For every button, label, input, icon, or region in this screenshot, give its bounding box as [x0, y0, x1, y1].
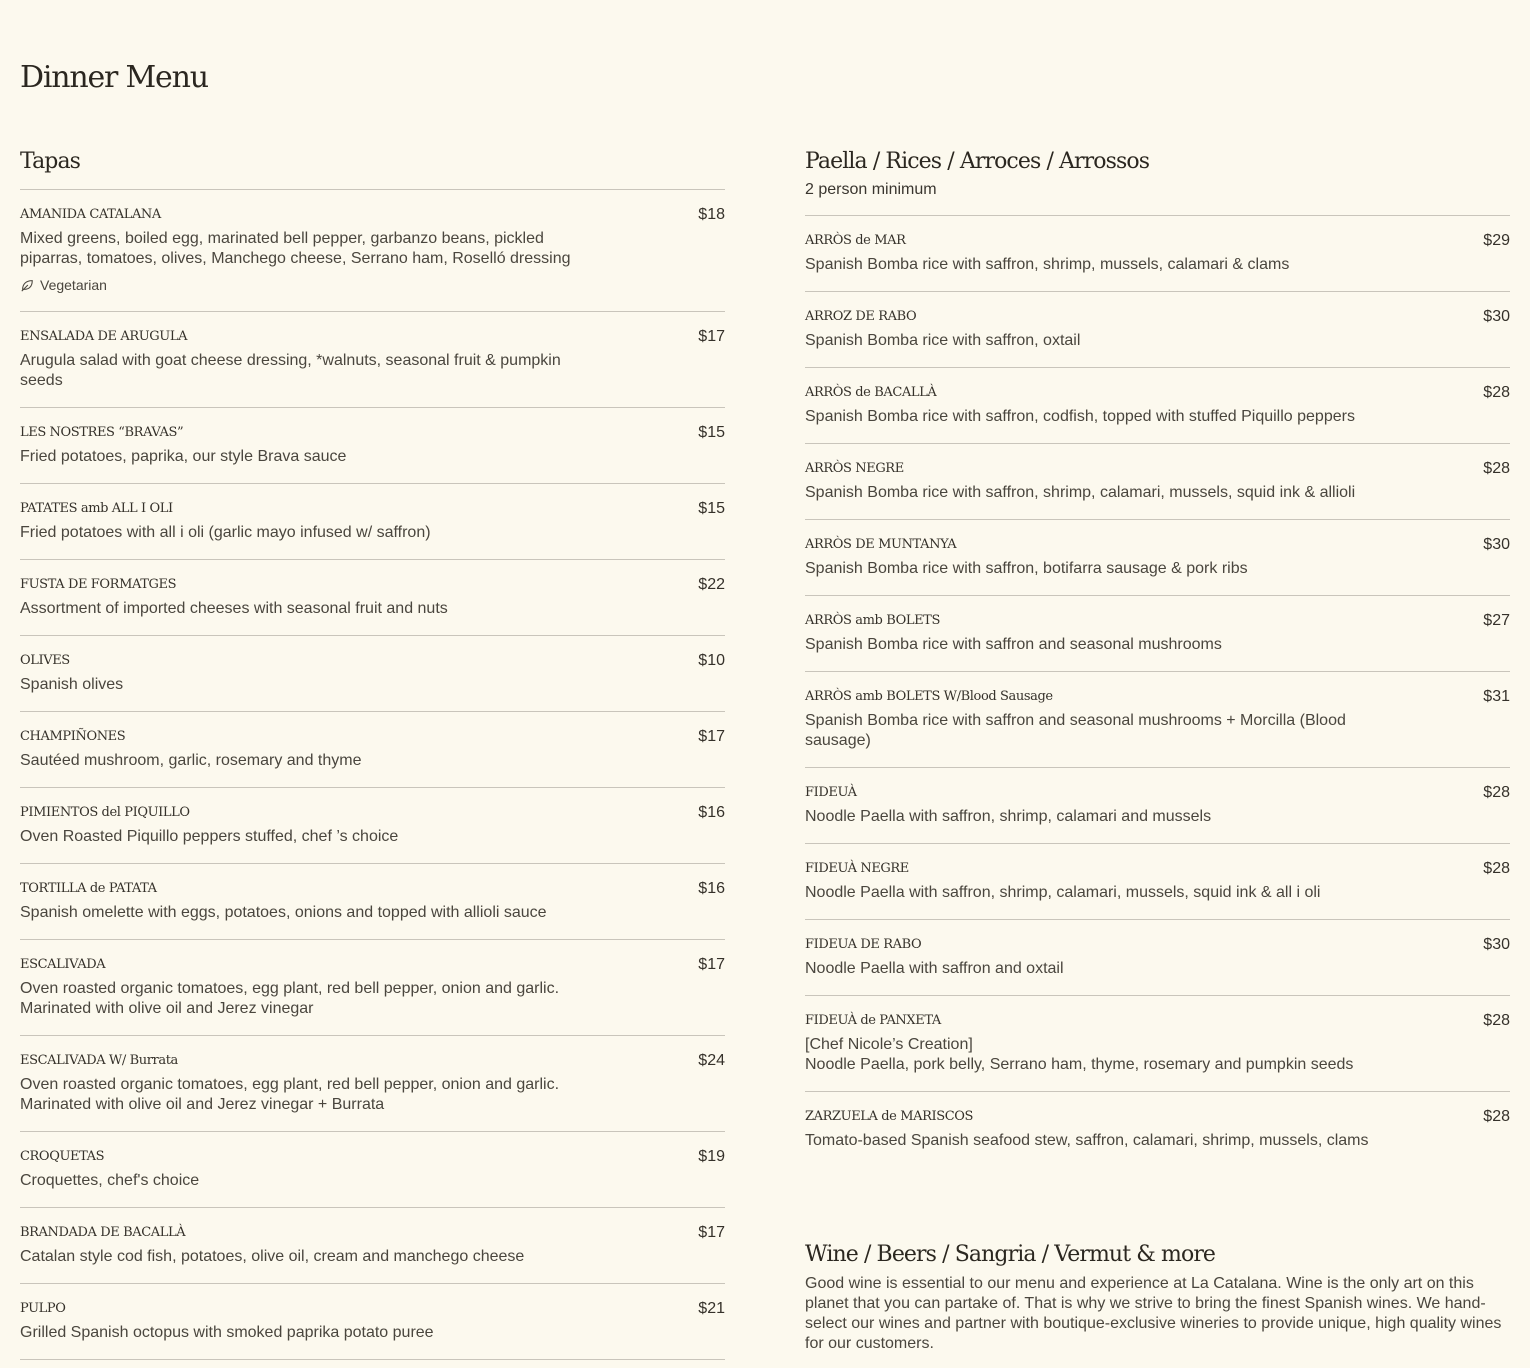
menu-item [20, 312, 725, 408]
item-name: ZARZUELA de MARISCOS [805, 1109, 974, 1124]
menu-item [805, 672, 1510, 768]
item-name: CHAMPIÑONES [20, 729, 126, 744]
item-name: BRANDADA DE BACALLÀ [20, 1225, 186, 1240]
item-description: Catalan style cod fish, potatoes, olive oil, cream and manchego cheese [20, 1248, 525, 1265]
item-name: FIDEUÀ de PANXETA [805, 1013, 941, 1028]
tapas-section [20, 145, 725, 1360]
item-description: Spanish Bomba rice with saffron, codfish, topped with stuffed Piquillo peppers [805, 408, 1355, 425]
item-description: Croquettes, chef's choice [20, 1172, 200, 1189]
item-price: $17 [698, 1224, 725, 1241]
item-name: ARRÒS amb BOLETS [805, 613, 940, 628]
item-description: Tomato-based Spanish seafood stew, saffron, calamari, shrimp, mussels, clams [805, 1132, 1369, 1149]
menu-item [805, 368, 1510, 444]
item-description: Spanish Bomba rice with saffron, botifarra sausage & pork ribs [805, 560, 1248, 577]
menu-item [20, 636, 725, 712]
item-name: ARRÒS de MAR [805, 233, 906, 248]
item-name: ARRÒS NEGRE [805, 461, 904, 476]
item-description: Spanish Bomba rice with saffron and seasonal mushrooms [805, 636, 1222, 653]
menu-item [805, 216, 1510, 292]
item-price: $17 [698, 956, 725, 973]
item-name: PULPO [20, 1301, 66, 1316]
item-name: ESCALIVADA W/ Burrata [20, 1053, 178, 1068]
menu-item [20, 1036, 725, 1132]
item-price: $17 [698, 328, 725, 345]
menu-item [20, 1284, 725, 1360]
item-price: $28 [1483, 1012, 1510, 1029]
item-description: Oven roasted organic tomatoes, egg plant, red bell pepper, onion and garlic. Marinated with olive oil and Jerez vinegar [20, 980, 560, 1017]
item-name: CROQUETAS [20, 1149, 105, 1164]
menu-item [805, 1092, 1510, 1167]
item-price: $27 [1483, 612, 1510, 629]
item-name: LES NOSTRES “BRAVAS” [20, 425, 184, 440]
item-description: Assortment of imported cheeses with seasonal fruit and nuts [20, 600, 448, 617]
item-description: Spanish olives [20, 676, 124, 693]
item-name: FIDEUA DE RABO [805, 937, 922, 952]
item-description: Noodle Paella with saffron and oxtail [805, 960, 1064, 977]
item-name: ARRÒS DE MUNTANYA [805, 537, 957, 552]
item-price: $24 [698, 1052, 725, 1069]
section-title-paella: Paella / Rices / Arroces / Arrossos [805, 149, 1150, 174]
menu-item [805, 844, 1510, 920]
menu-item [805, 768, 1510, 844]
menu-item [805, 292, 1510, 368]
item-price: $28 [1483, 460, 1510, 477]
dietary-tag [20, 275, 725, 295]
dietary-tag-label: Vegetarian [40, 277, 107, 293]
item-description: Noodle Paella with saffron, shrimp, calamari and mussels [805, 808, 1212, 825]
menu-item [20, 864, 725, 940]
item-description: Spanish omelette with eggs, potatoes, onions and topped with allioli sauce [20, 904, 547, 921]
item-name: ENSALADA DE ARUGULA [20, 329, 188, 344]
section-title-tapas: Tapas [20, 149, 81, 174]
item-description: Arugula salad with goat cheese dressing, *walnuts, seasonal fruit & pumpkin seeds [20, 352, 561, 389]
menu-item [805, 520, 1510, 596]
item-description: Spanish Bomba rice with saffron, oxtail [805, 332, 1081, 349]
item-price: $15 [698, 424, 725, 441]
item-name: PIMIENTOS del PIQUILLO [20, 805, 190, 820]
item-price: $28 [1483, 1108, 1510, 1125]
item-price: $10 [698, 652, 725, 669]
item-description: Sautéed mushroom, garlic, rosemary and thyme [20, 752, 362, 769]
item-name: AMANIDA CATALANA [20, 207, 161, 222]
item-description: Fried potatoes with all i oli (garlic mayo infused w/ saffron) [20, 524, 431, 541]
item-price: $19 [698, 1148, 725, 1165]
item-description: Grilled Spanish octopus with smoked paprika potato puree [20, 1324, 434, 1341]
item-name: OLIVES [20, 653, 70, 668]
item-name: PATATES amb ALL I OLI [20, 501, 173, 516]
item-price: $29 [1483, 232, 1510, 249]
menu-item [20, 484, 725, 560]
menu-item [20, 560, 725, 636]
section-title-wine: Wine / Beers / Sangria / Vermut & more [805, 1242, 1216, 1267]
item-name: TORTILLA de PATATA [20, 881, 157, 896]
menu-item [20, 712, 725, 788]
page-title: Dinner Menu [20, 60, 208, 95]
menu-item [20, 940, 725, 1036]
paella-section [805, 145, 1510, 1167]
menu-item [20, 408, 725, 484]
item-description: Spanish Bomba rice with saffron, shrimp, mussels, calamari & clams [805, 256, 1290, 273]
item-name: ARROZ DE RABO [805, 309, 917, 324]
item-description: Spanish Bomba rice with saffron and seasonal mushrooms + Morcilla (Blood sausage) [805, 712, 1346, 749]
item-description: Noodle Paella with saffron, shrimp, calamari, mussels, squid ink & all i oli [805, 884, 1321, 901]
item-description: Oven Roasted Piquillo peppers stuffed, chef ’s choice [20, 828, 399, 845]
menu-item [20, 788, 725, 864]
item-price: $30 [1483, 936, 1510, 953]
item-price: $28 [1483, 860, 1510, 877]
item-name: ARRÒS amb BOLETS W/Blood Sausage [805, 689, 1053, 704]
item-description: Spanish Bomba rice with saffron, shrimp, calamari, mussels, squid ink & allioli [805, 484, 1356, 501]
item-price: $30 [1483, 308, 1510, 325]
paella-list [805, 215, 1510, 1167]
menu-item [20, 1208, 725, 1284]
item-name: ESCALIVADA [20, 957, 106, 972]
leaf-icon [20, 278, 34, 292]
item-price: $17 [698, 728, 725, 745]
item-price: $31 [1483, 688, 1510, 705]
item-price: $22 [698, 576, 725, 593]
tapas-list [20, 189, 725, 1360]
item-price: $16 [698, 804, 725, 821]
item-price: $30 [1483, 536, 1510, 553]
item-price: $28 [1483, 784, 1510, 801]
item-description: Mixed greens, boiled egg, marinated bell pepper, garbanzo beans, pickled piparras, tomatoes, olives, Manchego cheese, Serrano ham, Roselló dressing [20, 230, 571, 267]
menu-item [805, 444, 1510, 520]
item-name: FIDEUÀ [805, 785, 857, 800]
wine-section [805, 1238, 1505, 1354]
item-price: $15 [698, 500, 725, 517]
item-price: $28 [1483, 384, 1510, 401]
menu-item [805, 920, 1510, 996]
menu-item [805, 596, 1510, 672]
section-subtitle: 2 person minimum [805, 181, 937, 198]
item-name: ARRÒS de BACALLÀ [805, 385, 937, 400]
menu-item [805, 996, 1510, 1092]
item-description: Fried potatoes, paprika, our style Brava sauce [20, 448, 347, 465]
item-name: FUSTA DE FORMATGES [20, 577, 177, 592]
item-price: $16 [698, 880, 725, 897]
item-price: $18 [698, 206, 725, 223]
item-name: FIDEUÀ NEGRE [805, 861, 909, 876]
item-price: $21 [698, 1300, 725, 1317]
item-description: Noodle Paella, pork belly, Serrano ham, thyme, rosemary and pumpkin seeds [805, 1056, 1354, 1073]
menu-item [20, 190, 725, 312]
item-description: Oven roasted organic tomatoes, egg plant, red bell pepper, onion and garlic. Marinated with olive oil and Jerez vinegar + Burrata [20, 1076, 560, 1113]
wine-description: Good wine is essential to our menu and experience at La Catalana. Wine is the only art on this planet that you can partake of. That is why we strive to bring the finest Spanish wines. We hand-select our wines and partner with boutique-exclusive wineries to provide unique, high quality wines for our customers. [805, 1275, 1502, 1352]
item-note: [Chef Nicole’s Creation] [805, 1036, 973, 1053]
menu-item [20, 1132, 725, 1208]
